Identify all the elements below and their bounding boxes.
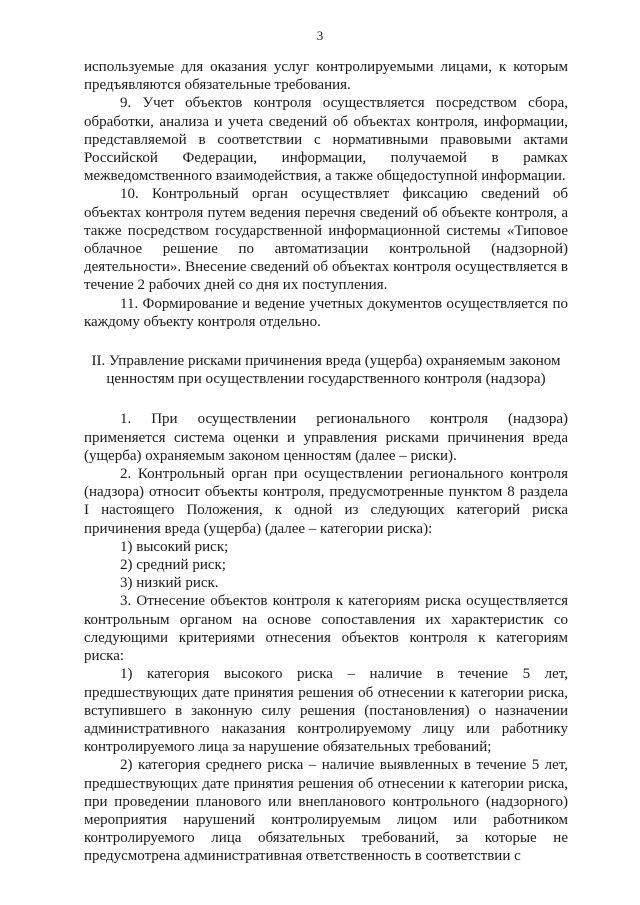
section-heading-line-1: II. Управление рисками причинения вреда (ущерба) охраняемым законом	[91, 353, 561, 370]
paragraph-continuation: используемые для оказания услуг контролируемыми лицами, к которым предъявляются обязательные требования.	[84, 59, 568, 94]
list-item-low-risk: 3) низкий риск.	[120, 575, 219, 592]
paragraph-criteria-high: 1) категория высокого риска – наличие в течение 5 лет, предшествующих дате принятия решения об отнесении к категории риска, вступившего в законную силу решения (постановления) о назначении административного наказания контролируемому лицу или работнику контролируемого лица за нарушение обязательных требований;	[84, 666, 568, 756]
section-heading-line-2: ценностям при осуществлении государственного контроля (надзора)	[106, 371, 546, 388]
paragraph-item-10: 10. Контрольный орган осуществляет фиксацию сведений об объектах контроля путем ведения перечня сведений об объекте контроля, а также посредством государственной информационной системы «Типовое облачное решение по автоматизации контрольной (надзорной) деятельности». Внесение сведений об объектах контроля осуществляется в течение 2 рабочих дней со дня их поступления.	[84, 186, 568, 294]
document-body	[84, 58, 568, 866]
paragraph-risk-categories: 2. Контрольный орган при осуществлении регионального контроля (надзора) относит объекты контроля, предусмотренные пунктом 8 раздела I настоящего Положения, к одной из следующих категорий риска причинения вреда (ущерба) (далее – категории риска):	[84, 466, 568, 537]
paragraph-criteria-medium: 2) категория среднего риска – наличие выявленных в течение 5 лет, предшествующих дате принятия решения об отнесении к категории риска, при проведении планового или внепланового контрольного (надзорного) мероприятия нарушений контролируемым лицом или работником контролируемого лица обязательных требований, за которые не предусмотрена административная ответственность в соответствии с	[84, 757, 568, 865]
paragraph-item-11: 11. Формирование и ведение учетных документов осуществляется по каждому объекту контроля отдельно.	[84, 295, 568, 330]
paragraph-criteria-intro: 3. Отнесение объектов контроля к категориям риска осуществляется контрольным органом на основе сопоставления их характеристик со следующими критериями отнесения объектов контроля к категориям риска:	[84, 593, 568, 665]
page-number: 3	[316, 28, 324, 43]
list-item-medium-risk: 2) средний риск;	[120, 557, 226, 574]
list-item-high-risk: 1) высокий риск;	[120, 538, 229, 555]
paragraph-item-9: 9. Учет объектов контроля осуществляется посредством сбора, обработки, анализа и учета сведений об объектах контроля, информации, представляемой в соответствии с нормативными правовыми актами Российской Федерации, информации, получаемой в рамках межведомственного взаимодействия, а также общедоступной информации.	[84, 95, 568, 185]
paragraph-risk-system: 1. При осуществлении регионального контроля (надзора) применяется система оценки и управления рисками причинения вреда (ущерба) охраняемым законом ценностям (далее – риски).	[84, 411, 568, 464]
section-heading	[84, 352, 568, 388]
